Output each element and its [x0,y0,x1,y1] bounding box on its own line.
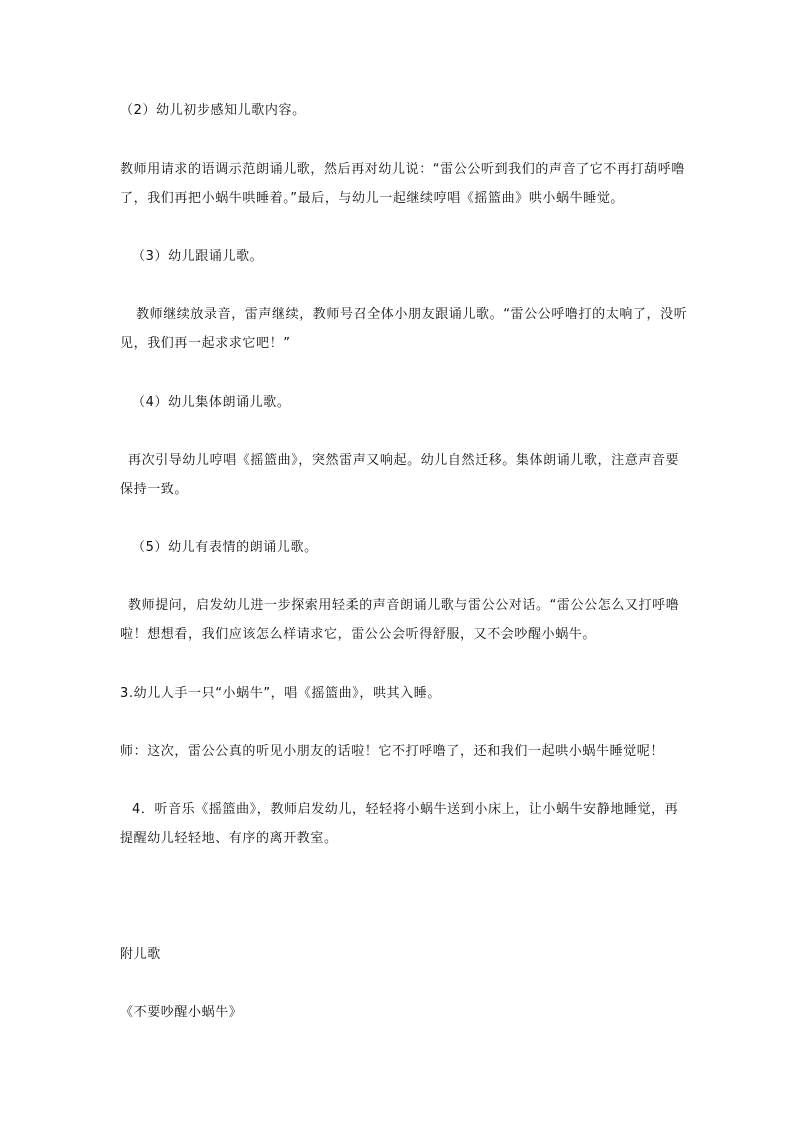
section3-paragraph-line2: 见，我们再一起求求它吧！” [120,336,291,351]
appendix-label: 附儿歌 [120,947,161,962]
step4-paragraph-line2: 提醒幼儿轻轻地、有序的离开教室。 [120,831,338,846]
section5-paragraph-line1: 教师提问，启发幼儿进一步探索用轻柔的声音朗诵儿歌与雷公公对话。“雷公公怎么又打呼噜 [128,598,680,613]
section4-heading: （4）幼儿集体朗诵儿歌。 [132,395,291,410]
section2-paragraph-line2: 了，我们再把小蜗牛哄睡着。”最后，与幼儿一起继续哼唱《摇篮曲》哄小蜗牛睡觉。 [120,191,625,206]
section2-heading: （2）幼儿初步感知儿歌内容。 [120,103,306,118]
teacher-dialogue: 师：这次，雷公公真的听见小朋友的话啦！它不打呼噜了，还和我们一起哄小蜗牛睡觉呢！ [120,744,665,759]
section3-paragraph-line1: 教师继续放录音，雷声继续，教师号召全体小朋友跟诵儿歌。“雷公公呼噜打的太响了，没听 [136,307,688,322]
section2-paragraph-line1: 教师用请求的语调示范朗诵儿歌，然后再对幼儿说：“雷公公听到我们的声音了它不再打葫呼噜 [120,162,685,177]
step4-paragraph-line1: 4．听音乐《摇篮曲》，教师启发幼儿，轻轻将小蜗牛送到小床上，让小蜗牛安静地睡觉，再 [132,802,679,817]
section3-heading: （3）幼儿跟诵儿歌。 [132,249,264,264]
section5-heading: （5）幼儿有表情的朗诵儿歌。 [132,540,318,555]
section4-paragraph-line2: 保持一致。 [120,482,189,497]
step3-paragraph: 3.幼儿人手一只“小蜗牛”，唱《摇篮曲》，哄其入睡。 [120,686,441,701]
section5-paragraph-line2: 啦！想想看，我们应该怎么样请求它，雷公公会听得舒服，又不会吵醒小蜗牛。 [120,627,597,642]
section4-paragraph-line1: 再次引导幼儿哼唱《摇篮曲》，突然雷声又响起。幼儿自然迁移。集体朗诵儿歌，注意声音要 [128,453,680,468]
poem-title: 《不要吵醒小蜗牛》 [120,1005,243,1020]
